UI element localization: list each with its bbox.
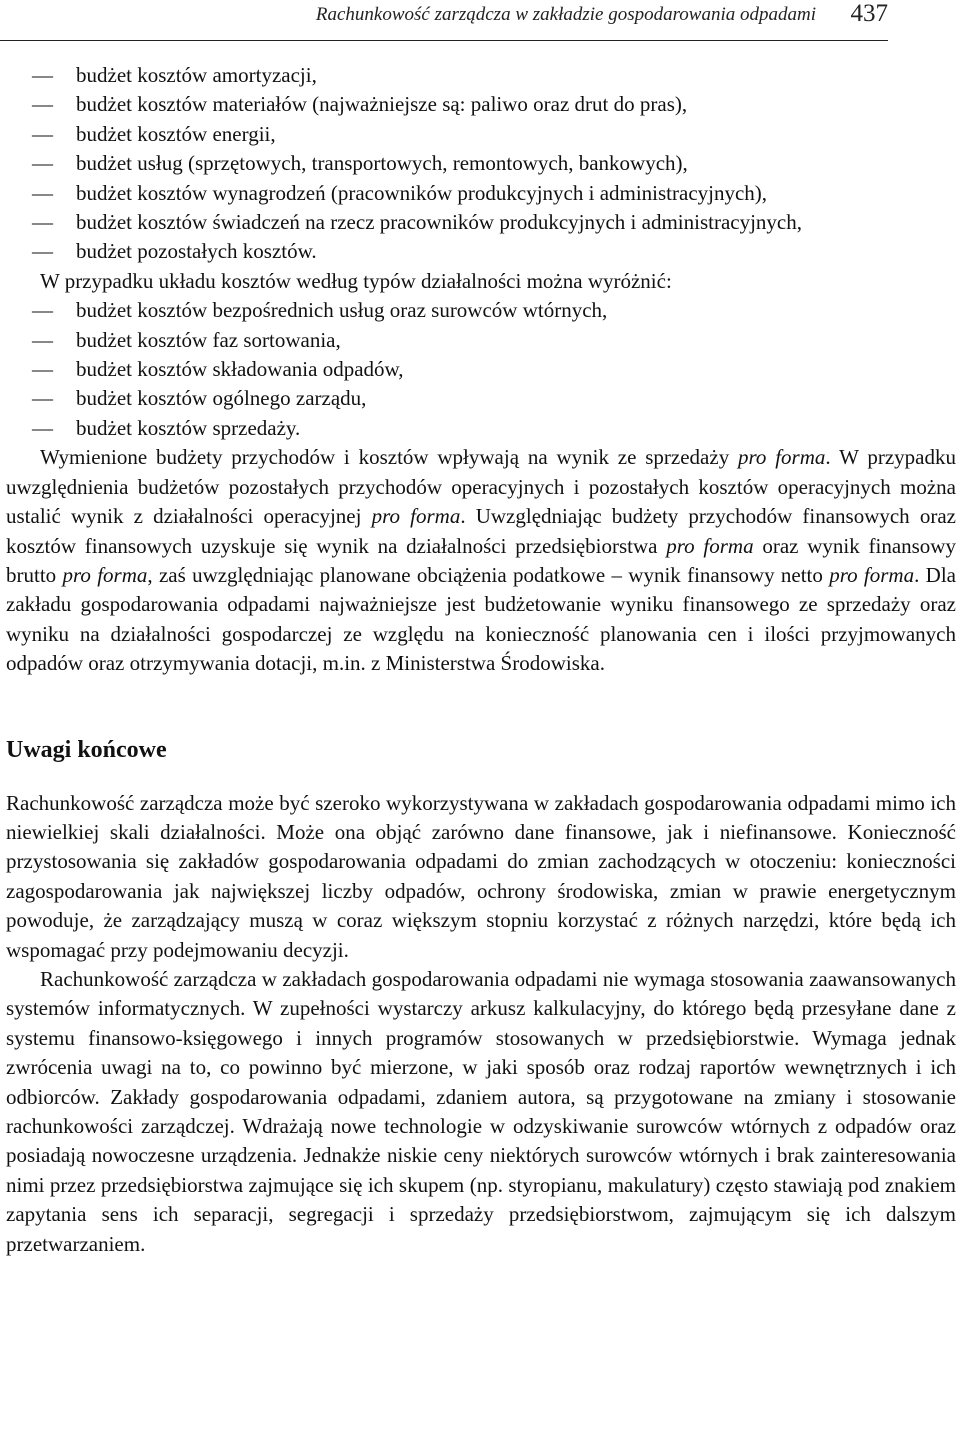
list-item: — budżet usług (sprzętowych, transportowych, remontowych, bankowych), <box>6 149 956 178</box>
list-item: — budżet kosztów wynagrodzeń (pracowników produkcyjnych i administracyjnych), <box>6 179 956 208</box>
activity-budget-list <box>6 296 956 443</box>
text-run: , zaś uwzględniając planowane obciążenia podatkowe – wynik finansowy netto <box>147 562 830 587</box>
section-heading: Uwagi końcowe <box>6 736 167 763</box>
list-item: — budżet kosztów bezpośrednich usług oraz surowców wtórnych, <box>6 296 956 325</box>
pro-forma-term: pro forma <box>738 445 826 470</box>
text-run: . Uwzględniając budżety przychodów finansowych oraz kosztów finansowych uzyskuje się wynik na działalności przedsiębiorstwa <box>6 504 956 558</box>
list-item: — budżet kosztów ogólnego zarządu, <box>6 384 956 413</box>
running-title: Rachunkowość zarządcza w zakładzie gospodarowania odpadami <box>315 4 816 25</box>
conclusion-paragraph-1: Rachunkowość zarządcza może być szeroko wykorzystywana w zakładach gospodarowania odpadami mimo ich niewielkiej skali działalności. Może ona objąć zarówno dane finansowe, jak i niefinansowe. Konieczność przystosowania się zakładów gospodarowania odpadami do zmian zachodzących w otoczeniu: konieczności zagospodarowania jak największej liczby odpadów, ochrony środowiska, zmian w prawie energetycznym powoduje, że zarządzający muszą w coraz większym stopniu korzystać z różnych narzędzi, które będą ich wspomagać przy podejmowaniu decyzji. <box>6 790 956 962</box>
list-item: — budżet kosztów świadczeń na rzecz pracowników produkcyjnych i administracyjnych, <box>6 208 956 237</box>
list-item: — budżet kosztów amortyzacji, <box>6 61 956 90</box>
text-run: Wymienione budżety przychodów i kosztów wpływają na wynik ze sprzedaży <box>40 445 739 470</box>
pro-forma-paragraph <box>6 443 956 678</box>
pro-forma-term: pro forma <box>666 533 754 558</box>
pro-forma-term: pro forma <box>371 504 461 529</box>
pro-forma-term: pro forma <box>62 562 148 587</box>
pro-forma-term: pro forma <box>829 562 915 587</box>
page-number: 437 <box>850 0 888 27</box>
page-body <box>6 61 956 1259</box>
activity-types-intro: W przypadku układu kosztów według typów działalności można wyróżnić: <box>40 268 672 293</box>
list-item: — budżet kosztów faz sortowania, <box>6 326 956 355</box>
conclusion-paragraph-2: Rachunkowość zarządcza w zakładach gospodarowania odpadami nie wymaga stosowania zaawansowanych systemów informatycznych. W zupełności wystarczy arkusz kalkulacyjny, do którego będą przesyłane dane z systemu finansowo-księgowego i innych programów stosowanych w przedsiębiorstwie. Wymaga jednak zwrócenia uwagi na to, co powinno być mierzone, w jaki sposób oraz rodzaj raportów wewnętrznych i ich odbiorców. Zakłady gospodarowania odpadami, zdaniem autora, są przygotowane na zmiany i stosowanie rachunkowości zarządczej. Wdrażają nowe technologie w odzyskiwanie surowców wtórnych z odpadów oraz posiadają nowoczesne urządzenia. Jednakże niskie ceny niektórych surowców wtórnych i brak zainteresowania nimi przez przedsiębiorstwa zajmujące się ich skupem (np. styropianu, makulatury) często stawiają pod znakiem zapytania sens ich separacji, segregacji i sprzedaży przedsiębiorstwom, zajmującym się ich dalszym przetwarzaniem. <box>6 966 956 1256</box>
running-header <box>0 0 888 41</box>
text-run: . W przypadku uwzględnienia budżetów pozostałych przychodów operacyjnych i pozostałych kosztów operacyjnych można ustalić wynik z działalności operacyjnej <box>6 445 956 529</box>
cost-budget-list <box>6 61 956 267</box>
list-item: — budżet kosztów materiałów (najważniejsze są: paliwo oraz drut do pras), <box>6 90 956 119</box>
text-run: oraz wynik finansowy brutto <box>6 533 956 587</box>
list-item: — budżet kosztów składowania odpadów, <box>6 355 956 384</box>
list-item: — budżet pozostałych kosztów. <box>6 237 956 266</box>
list-item: — budżet kosztów energii, <box>6 120 956 149</box>
list-item: — budżet kosztów sprzedaży. <box>6 414 956 443</box>
text-run: . Dla zakładu gospodarowania odpadami najważniejsze jest budżetowanie wyniku finansowego ze sprzedaży oraz wyniku na działalności gospodarczej ze względu na konieczność planowania cen i ilości przyjmowanych odpadów oraz otrzymywania dotacji, m.in. z Ministerstwa Środowiska. <box>6 562 956 676</box>
